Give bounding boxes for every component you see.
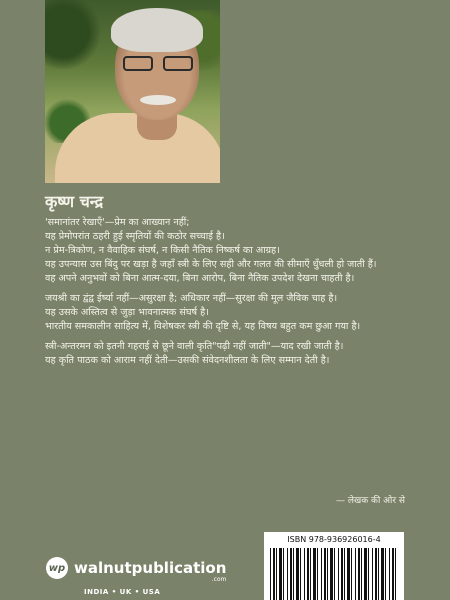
isbn-number: ISBN 978-936926016-4 <box>287 535 381 544</box>
publisher-regions: INDIA • UK • USA <box>84 588 161 596</box>
blurb-line: 'समानांतर रेखाएँ'—प्रेम का आख्यान नहीं; <box>45 217 190 228</box>
hair <box>111 8 203 52</box>
paragraph-1 <box>45 216 420 286</box>
author-signature: — लेखक की ओर से <box>335 496 405 506</box>
blurb-line: जयश्री का द्वंद्व ईर्ष्या नहीं—असुरक्षा है; अधिकार नहीं—सुरक्षा की मूल जैविक चाह है। <box>45 293 338 304</box>
paragraph-3 <box>45 340 420 368</box>
blurb-text <box>45 216 420 368</box>
publisher-name <box>74 559 227 583</box>
walnut-logo-icon: wp <box>46 557 68 579</box>
blurb-line: स्त्री-अन्तरमन को इतनी गहराई से छूने वाली कृति"पढ़ी नहीं जाती"—याद रखी जाती है। <box>45 341 344 352</box>
blurb-line: यह प्रेमोपरांत ठहरी हुई स्मृतियों की कठोर सच्चाई है। <box>45 231 225 242</box>
blurb-line: यह उसके अस्तित्व से जुड़ा भावनात्मक संघर्ष है। <box>45 307 209 318</box>
paragraph-2 <box>45 292 420 334</box>
blurb-line: यह कृति पाठक को आराम नहीं देती—उसकी संवेदनशीलता के लिए सम्मान देती है। <box>45 355 330 366</box>
publisher-name-text: walnutpublication <box>74 559 227 577</box>
author-photo <box>45 0 220 183</box>
glasses <box>123 56 193 72</box>
blurb-line: यह उपन्यास उस बिंदु पर खड़ा है जहाँ स्त्री के लिए सही और गलत की सीमाएँ धुँधली हो जाती हैं। <box>45 259 377 270</box>
publisher-domain: .com <box>211 576 227 583</box>
blurb-line: न प्रेम-त्रिकोण, न वैवाहिक संघर्ष, न किसी नैतिक निष्कर्ष का आग्रह। <box>45 245 280 256</box>
isbn-barcode <box>264 532 404 600</box>
blurb-line: भारतीय समकालीन साहित्य में, विशेषकर स्त्री की दृष्टि से, यह विषय बहुत कम छुआ गया है। <box>45 321 361 332</box>
foliage-left <box>45 0 105 80</box>
author-name: कृष्ण चन्द्र <box>45 192 104 211</box>
barcode-icon <box>270 548 398 600</box>
publisher-logo <box>46 557 227 583</box>
mustache <box>140 95 176 105</box>
blurb-line: वह अपने अनुभवों को बिना आत्म-दया, बिना आरोप, बिना नैतिक उपदेश देखना चाहती है। <box>45 273 355 284</box>
